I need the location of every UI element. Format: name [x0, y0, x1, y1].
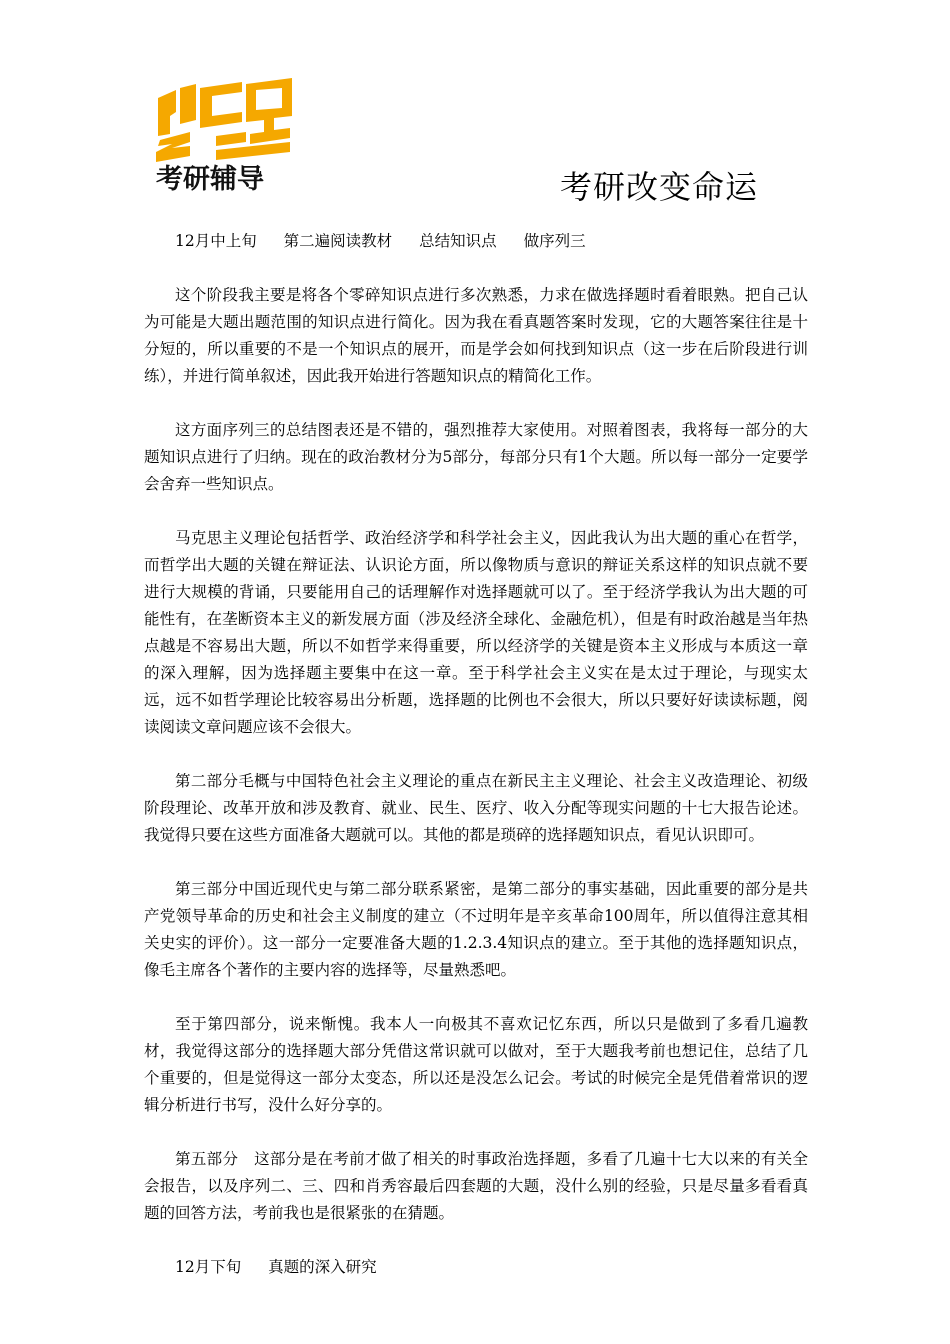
section-task: 真题的深入研究: [268, 1258, 377, 1276]
logo-sub-text: 考研辅导: [156, 164, 264, 194]
paragraph: 第五部分 这部分是在考前才做了相关的时事政治选择题，多看了几遍十七大以来的有关全会报告，以及序列二、三、四和肖秀容最后四套题的大题，没什么别的经验，只是尽量多看看真题的回答方法，考前我也是很紧张的在猜题。: [144, 1150, 808, 1222]
paragraph: 这个阶段我主要是将各个零碎知识点进行多次熟悉，力求在做选择题时看着眼熟。把自己认为可能是大题出题范围的知识点进行简化。因为我在看真题答案时发现，它的大题答案往往是十分短的，所以重要的不是一个知识点的展开，而是学会如何找到知识点（这一步在后阶段进行训练），并进行简单叙述，因此我开始进行答题知识点的精简化工作。: [144, 286, 808, 385]
slogan: 考研改变命运: [560, 168, 759, 206]
section-time: 12月中上旬: [175, 232, 257, 250]
paragraph: 至于第四部分，说来惭愧。我本人一向极其不喜欢记忆东西，所以只是做到了多看几遍教材，我觉得这部分的选择题大部分凭借这常识就可以做对，至于大题我考前也想记住，总结了几个重要的，但是觉得这一部分太变态，所以还是没怎么记会。考试的时候完全是凭借着常识的逻辑分析进行书写，没什么好分享的。: [144, 1015, 808, 1114]
section-task: 做序列三: [523, 232, 586, 250]
document-body: [144, 228, 808, 1281]
section-task: 总结知识点: [419, 232, 497, 250]
paragraph: 第二部分毛概与中国特色社会主义理论的重点在新民主主义理论、社会主义改造理论、初级阶段理论、改革开放和涉及教育、就业、民生、医疗、收入分配等现实问题的十七大报告论述。我觉得只要在这些方面准备大题就可以。其他的都是琐碎的选择题知识点，看见认识即可。: [144, 772, 808, 844]
section-heading-late-december: [144, 1254, 808, 1281]
kaicheng-logo: [150, 76, 300, 194]
paragraph: 这方面序列三的总结图表还是不错的，强烈推荐大家使用。对照着图表，我将每一部分的大题知识点进行了归纳。现在的政治教材分为5部分，每部分只有1个大题。所以每一部分一定要学会舍弃一些知识点。: [144, 421, 808, 493]
paragraph: 马克思主义理论包括哲学、政治经济学和科学社会主义，因此我认为出大题的重心在哲学，而哲学出大题的关键在辩证法、认识论方面，所以像物质与意识的辩证关系这样的知识点就不要进行大规模的背诵，只要能用自己的话理解作对选择题就可以了。至于经济学我认为出大题的可能性有，在垄断资本主义的新发展方面（涉及经济全球化、金融危机），但是有时政治越是当年热点越是不容易出大题，所以不如哲学来得重要，所以经济学的关键是资本主义形成与本质这一章的深入理解，因为选择题主要集中在这一章。至于科学社会主义实在是太过于理论，与现实太远，远不如哲学理论比较容易出分析题，选择题的比例也不会很大，所以只要好好读读标题，阅读阅读文章问题应该不会很大。: [144, 529, 808, 736]
section-time: 12月下旬: [175, 1258, 242, 1276]
logo-graphic: [150, 76, 300, 194]
paragraph: 第三部分中国近现代史与第二部分联系紧密，是第二部分的事实基础，因此重要的部分是共产党领导革命的历史和社会主义制度的建立（不过明年是辛亥革命100周年，所以值得注意其相关史实的评价）。这一部分一定要准备大题的1.2.3.4知识点的建立。至于其他的选择题知识点，像毛主席各个著作的主要内容的选择等，尽量熟悉吧。: [144, 880, 808, 979]
section-heading-mid-december: [144, 228, 808, 255]
section-task: 第二遍阅读教材: [283, 232, 393, 250]
